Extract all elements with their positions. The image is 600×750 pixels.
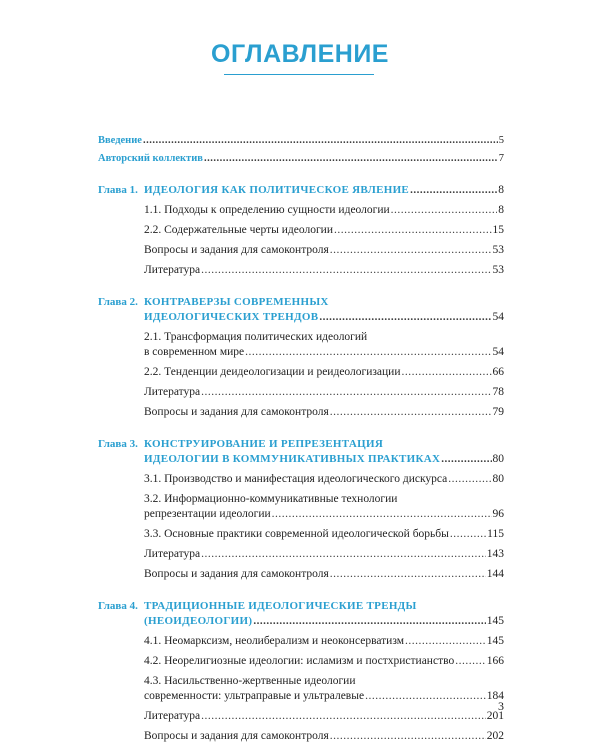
section-entry-link[interactable] xyxy=(144,567,504,582)
chapter-page: 8 xyxy=(498,184,504,196)
toc-entry-link[interactable] xyxy=(98,151,504,166)
dot-leader xyxy=(201,547,486,562)
section-page: 53 xyxy=(492,264,504,276)
chapter-title-line xyxy=(98,310,504,325)
section-page: 202 xyxy=(486,730,504,742)
section-title: Вопросы и задания для самоконтроля xyxy=(144,730,329,742)
section-entry-link[interactable] xyxy=(144,709,504,724)
dot-leader xyxy=(402,365,492,380)
entry-title: Введение xyxy=(98,135,142,146)
dot-leader xyxy=(330,567,486,582)
section-page: 184 xyxy=(486,690,504,702)
entry-title: Авторский коллектив xyxy=(98,153,203,164)
section-title: в современном мире xyxy=(144,346,245,358)
section-entry-link[interactable] xyxy=(144,243,504,258)
dot-leader xyxy=(272,507,492,522)
toc-entry-link[interactable] xyxy=(98,133,504,148)
chapter-label xyxy=(98,600,417,612)
dot-leader xyxy=(455,654,486,669)
section-page: 96 xyxy=(492,508,504,520)
section-page: 115 xyxy=(487,528,504,540)
section-entry-link[interactable] xyxy=(144,674,504,704)
section-line xyxy=(144,365,504,380)
table-of-contents xyxy=(98,133,504,749)
chapter-title: ИДЕОЛОГИЯ КАК ПОЛИТИЧЕСКОЕ ЯВЛЕНИЕ xyxy=(144,184,410,196)
section-title: Вопросы и задания для самоконтроля xyxy=(144,568,329,580)
section-entry-link[interactable] xyxy=(144,365,504,380)
section-page: 145 xyxy=(486,635,504,647)
chapter-heading-link[interactable] xyxy=(98,599,504,629)
chapter-page: 54 xyxy=(492,311,504,323)
dot-leader xyxy=(405,634,486,649)
section-line xyxy=(144,223,504,238)
section-title: 1.1. Подходы к определению сущности идеологии xyxy=(144,204,390,216)
chapter-block xyxy=(98,599,504,744)
section-title: 4.3. Насильственно-жертвенные идеологии xyxy=(144,675,356,687)
chapter-label xyxy=(98,452,440,467)
chapter-block xyxy=(98,183,504,278)
chapter-title: КОНСТРУИРОВАНИЕ И РЕПРЕЗЕНТАЦИЯ xyxy=(144,438,384,450)
chapter-heading-link[interactable] xyxy=(98,437,504,467)
section-list xyxy=(144,203,504,278)
chapter-title: ТРАДИЦИОННЫЕ ИДЕОЛОГИЧЕСКИЕ ТРЕНДЫ xyxy=(144,600,417,612)
chapter-list xyxy=(98,183,504,744)
section-line xyxy=(144,654,504,669)
section-line xyxy=(144,385,504,400)
section-entry-link[interactable] xyxy=(144,547,504,562)
section-line xyxy=(144,729,504,744)
chapter-number: Глава 3. xyxy=(98,438,138,450)
section-title: 2.2. Тенденции деидеологизации и реидеологизации xyxy=(144,366,401,378)
chapter-title: ИДЕОЛОГИИ В КОММУНИКАТИВНЫХ ПРАКТИКАХ xyxy=(144,453,441,465)
section-line xyxy=(144,263,504,278)
section-title: Вопросы и задания для самоконтроля xyxy=(144,406,329,418)
section-title: современности: ультраправые и ультралевые xyxy=(144,690,365,702)
chapter-title: (НЕОИДЕОЛОГИИ) xyxy=(144,615,253,627)
section-title: репрезентации идеологии xyxy=(144,508,271,520)
dot-leader xyxy=(330,729,486,744)
chapter-number: Глава 2. xyxy=(98,296,138,308)
dot-leader xyxy=(143,133,498,148)
dot-leader xyxy=(201,385,491,400)
dot-leader xyxy=(448,472,491,487)
dot-leader xyxy=(319,310,491,325)
section-page: 144 xyxy=(486,568,504,580)
section-line xyxy=(144,709,504,724)
section-list xyxy=(144,634,504,744)
section-title: 3.2. Информационно-коммуникативные технологии xyxy=(144,493,398,505)
section-line xyxy=(144,203,504,218)
section-title: Литература xyxy=(144,548,201,560)
section-line xyxy=(144,527,504,542)
section-page: 201 xyxy=(486,710,504,722)
section-page: 143 xyxy=(486,548,504,560)
dot-leader xyxy=(365,689,486,704)
chapter-label xyxy=(98,296,329,308)
section-title: Вопросы и задания для самоконтроля xyxy=(144,244,329,256)
dot-leader xyxy=(253,614,485,629)
section-line xyxy=(144,689,504,704)
chapter-title-line xyxy=(98,599,504,614)
section-entry-link[interactable] xyxy=(144,263,504,278)
chapter-heading-link[interactable] xyxy=(98,295,504,325)
section-page: 78 xyxy=(492,386,504,398)
section-entry-link[interactable] xyxy=(144,634,504,649)
section-entry-link[interactable] xyxy=(144,203,504,218)
section-list xyxy=(144,472,504,582)
section-entry-link[interactable] xyxy=(144,223,504,238)
section-title: 3.3. Основные практики современной идеологической борьбы xyxy=(144,528,449,540)
chapter-number: Глава 4. xyxy=(98,600,138,612)
chapter-title-line xyxy=(98,614,504,629)
chapter-block xyxy=(98,295,504,420)
chapter-number: Глава 1. xyxy=(98,184,138,196)
section-title: Литература xyxy=(144,264,201,276)
section-entry-link[interactable] xyxy=(144,405,504,420)
chapter-title: КОНТРАВЕРЗЫ СОВРЕМЕННЫХ xyxy=(144,296,329,308)
dot-leader xyxy=(450,527,486,542)
section-title: 3.1. Производство и манифестация идеологического дискурса xyxy=(144,473,448,485)
chapter-title: ИДЕОЛОГИЧЕСКИХ ТРЕНДОВ xyxy=(144,311,319,323)
section-entry-link[interactable] xyxy=(144,654,504,669)
section-entry-link[interactable] xyxy=(144,729,504,744)
page-title: ОГЛАВЛЕНИЕ xyxy=(211,40,389,68)
chapter-title-line xyxy=(98,295,504,310)
section-title: 2.2. Содержательные черты идеологии xyxy=(144,224,333,236)
section-entry-link[interactable] xyxy=(144,472,504,487)
dot-leader xyxy=(201,263,491,278)
section-entry-link[interactable] xyxy=(144,385,504,400)
chapter-label xyxy=(98,310,318,325)
dot-leader xyxy=(204,151,498,166)
section-line xyxy=(144,472,504,487)
chapter-page: 80 xyxy=(492,453,504,465)
chapter-page: 145 xyxy=(486,615,504,627)
dot-leader xyxy=(334,223,492,238)
page-number: 3 xyxy=(498,699,504,713)
chapter-label xyxy=(98,183,409,198)
chapter-label xyxy=(98,614,252,629)
section-title: Литература xyxy=(144,710,201,722)
section-page: 15 xyxy=(492,224,504,236)
section-page: 66 xyxy=(492,366,504,378)
section-entry-link[interactable] xyxy=(144,527,504,542)
section-title: 2.1. Трансформация политических идеологий xyxy=(144,331,368,343)
dot-leader xyxy=(330,243,492,258)
section-line xyxy=(144,405,504,420)
chapter-title-line xyxy=(98,437,504,452)
section-entry-link[interactable] xyxy=(144,330,504,360)
section-line xyxy=(144,567,504,582)
chapter-label xyxy=(98,438,383,450)
section-title: 4.1. Неомарксизм, неолиберализм и неоконсерватизм xyxy=(144,635,404,647)
section-line xyxy=(144,345,504,360)
section-entry-link[interactable] xyxy=(144,492,504,522)
section-line xyxy=(144,634,504,649)
section-page: 53 xyxy=(492,244,504,256)
chapter-block xyxy=(98,437,504,582)
chapter-title-line xyxy=(98,183,504,198)
chapter-heading-link[interactable] xyxy=(98,183,504,198)
dot-leader xyxy=(201,709,486,724)
section-list xyxy=(144,330,504,420)
entry-page: 5 xyxy=(498,135,504,146)
section-page: 79 xyxy=(492,406,504,418)
intro-entries xyxy=(98,133,504,166)
section-line xyxy=(144,507,504,522)
section-title: 4.2. Неорелигиозные идеологии: исламизм и постхристианство xyxy=(144,655,455,667)
chapter-title-line xyxy=(98,452,504,467)
section-page: 54 xyxy=(492,346,504,358)
dot-leader xyxy=(410,183,497,198)
section-page: 80 xyxy=(492,473,504,485)
dot-leader xyxy=(441,452,491,467)
title-underline xyxy=(224,74,374,75)
section-line xyxy=(144,243,504,258)
section-page: 166 xyxy=(486,655,504,667)
section-page: 8 xyxy=(498,204,504,216)
dot-leader xyxy=(391,203,498,218)
section-line xyxy=(144,547,504,562)
dot-leader xyxy=(245,345,491,360)
dot-leader xyxy=(330,405,492,420)
section-title: Литература xyxy=(144,386,201,398)
entry-page: 7 xyxy=(498,153,504,164)
